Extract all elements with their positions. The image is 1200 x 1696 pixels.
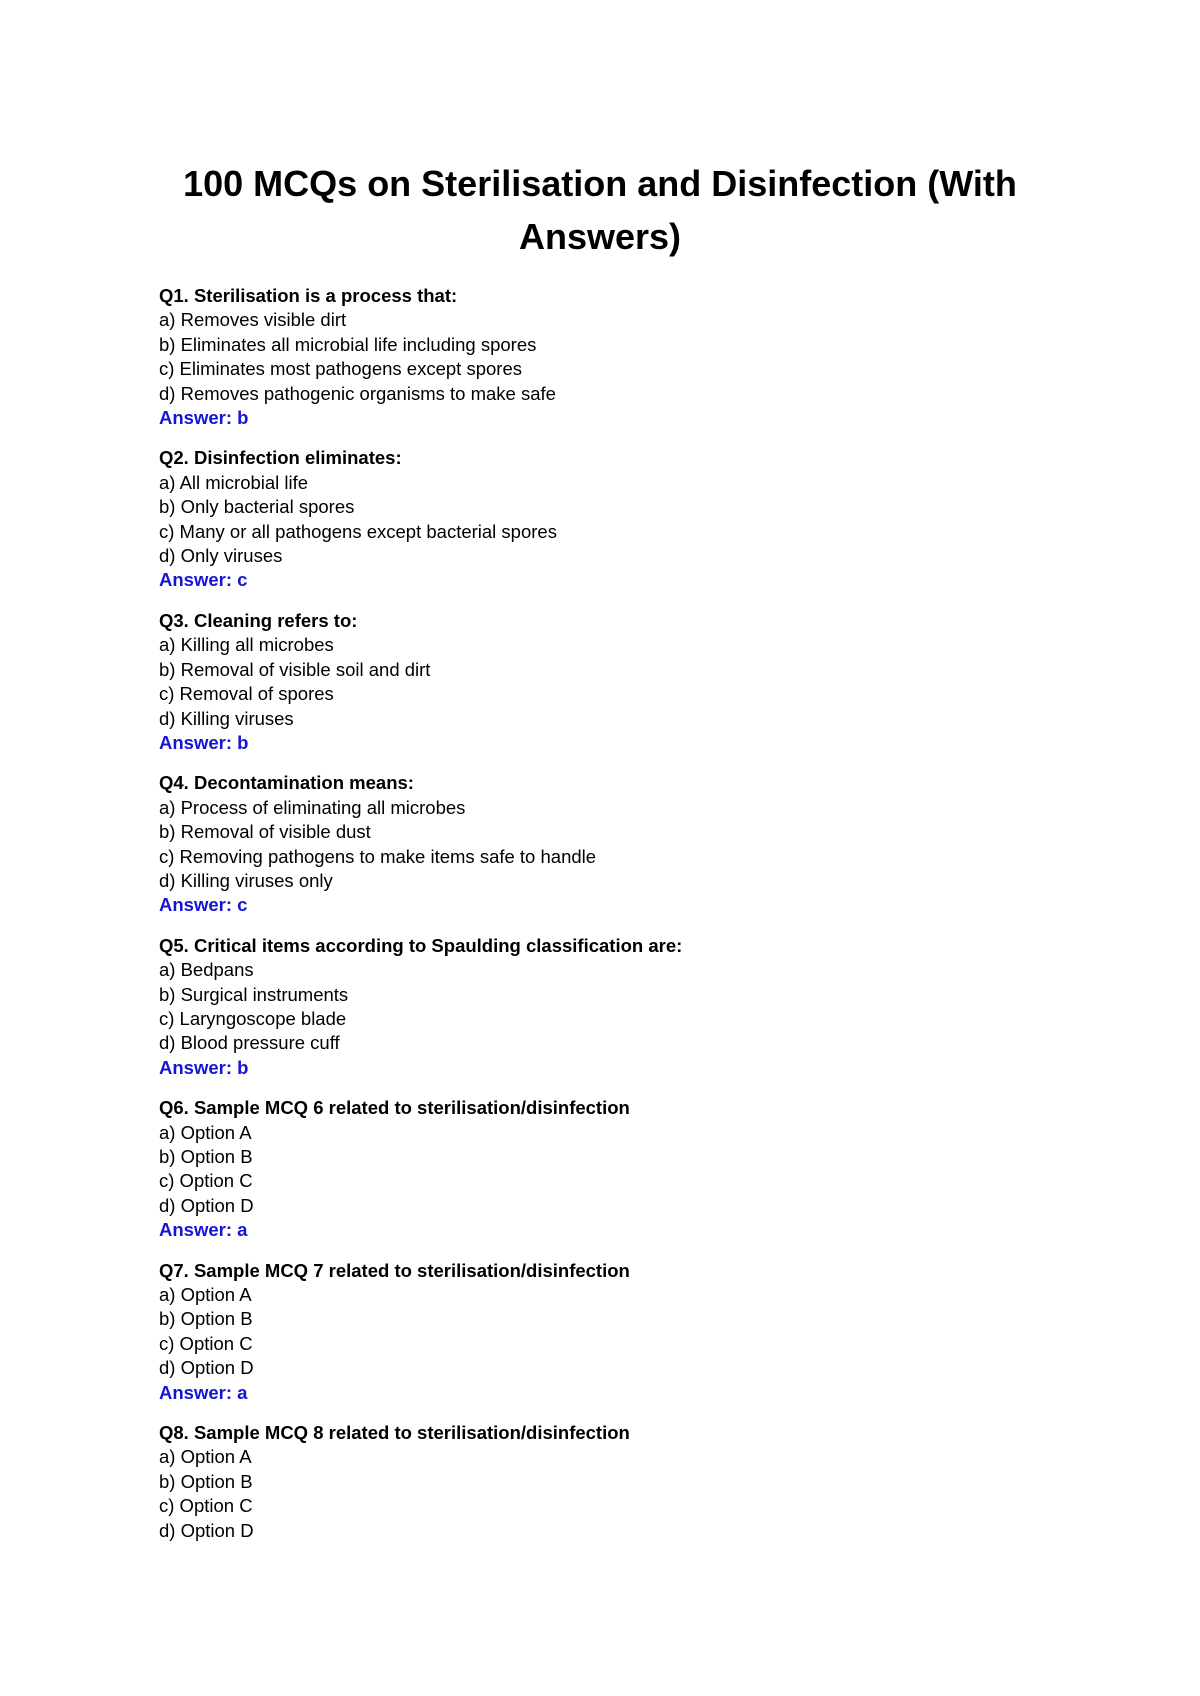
- question-prompt: Q6. Sample MCQ 6 related to sterilisation/disinfection: [159, 1097, 630, 1119]
- answer-option: b) Removal of visible dust: [159, 821, 371, 843]
- answer-option: b) Option B: [159, 1146, 253, 1167]
- question-block-8: [159, 1421, 1059, 1543]
- correct-answer: Answer: b: [159, 731, 249, 753]
- answer-option: c) Removal of spores: [159, 683, 334, 705]
- answer-option: c) Laryngoscope blade: [159, 1007, 347, 1029]
- correct-answer: Answer: a: [159, 1219, 248, 1241]
- answer-option: b) Eliminates all microbial life including spores: [159, 333, 537, 355]
- answer-option: c) Option C: [159, 1495, 253, 1517]
- question-prompt: Q4. Decontamination means:: [159, 772, 414, 794]
- answer-option: a) Bedpans: [159, 959, 254, 981]
- answer-option: d) Blood pressure cuff: [159, 1032, 340, 1054]
- answer-option: d) Option D: [159, 1194, 254, 1216]
- correct-answer: Answer: c: [159, 569, 248, 591]
- document-title: 100 MCQs on Sterilisation and Disinfection (With Answers): [183, 163, 1017, 257]
- answer-option: d) Option D: [159, 1357, 254, 1379]
- question-prompt: Q7. Sample MCQ 7 related to sterilisation/disinfection: [159, 1259, 630, 1281]
- question-list: [159, 284, 1059, 1559]
- answer-option: c) Eliminates most pathogens except spores: [159, 358, 522, 380]
- answer-option: d) Killing viruses only: [159, 869, 333, 891]
- answer-option: b) Surgical instruments: [159, 983, 349, 1005]
- correct-answer: Answer: c: [159, 894, 248, 916]
- answer-option: a) Removes visible dirt: [159, 309, 347, 331]
- answer-option: b) Only bacterial spores: [159, 496, 355, 518]
- answer-option: a) Option A: [159, 1284, 252, 1306]
- question-block-6: [159, 1096, 1059, 1242]
- answer-option: a) Killing all microbes: [159, 634, 334, 656]
- question-block-4: [159, 771, 1059, 917]
- answer-option: c) Option C: [159, 1332, 253, 1354]
- question-prompt: Q1. Sterilisation is a process that:: [159, 285, 458, 306]
- question-block-5: [159, 934, 1059, 1080]
- answer-option: c) Many or all pathogens except bacterial spores: [159, 520, 557, 542]
- answer-option: d) Killing viruses: [159, 707, 294, 729]
- answer-option: a) Option A: [159, 1446, 252, 1468]
- answer-option: b) Removal of visible soil and dirt: [159, 658, 431, 680]
- answer-option: d) Removes pathogenic organisms to make safe: [159, 382, 556, 404]
- answer-option: a) Option A: [159, 1121, 252, 1143]
- question-block-1: [159, 284, 1059, 430]
- question-prompt: Q8. Sample MCQ 8 related to sterilisation/disinfection: [159, 1422, 630, 1444]
- answer-option: b) Option B: [159, 1308, 253, 1330]
- answer-option: b) Option B: [159, 1470, 253, 1492]
- correct-answer: Answer: b: [159, 1056, 249, 1078]
- answer-option: c) Removing pathogens to make items safe to handle: [159, 845, 597, 867]
- answer-option: d) Option D: [159, 1519, 254, 1541]
- question-block-7: [159, 1259, 1059, 1405]
- answer-option: a) All microbial life: [159, 471, 309, 493]
- answer-option: d) Only viruses: [159, 545, 283, 567]
- question-block-3: [159, 609, 1059, 755]
- answer-option: c) Option C: [159, 1170, 253, 1192]
- question-block-2: [159, 446, 1059, 592]
- question-prompt: Q3. Cleaning refers to:: [159, 609, 358, 631]
- correct-answer: Answer: a: [159, 1381, 248, 1403]
- question-prompt: Q5. Critical items according to Spaulding classification are:: [159, 934, 683, 956]
- question-prompt: Q2. Disinfection eliminates:: [159, 447, 402, 469]
- answer-option: a) Process of eliminating all microbes: [159, 796, 466, 818]
- correct-answer: Answer: b: [159, 407, 249, 429]
